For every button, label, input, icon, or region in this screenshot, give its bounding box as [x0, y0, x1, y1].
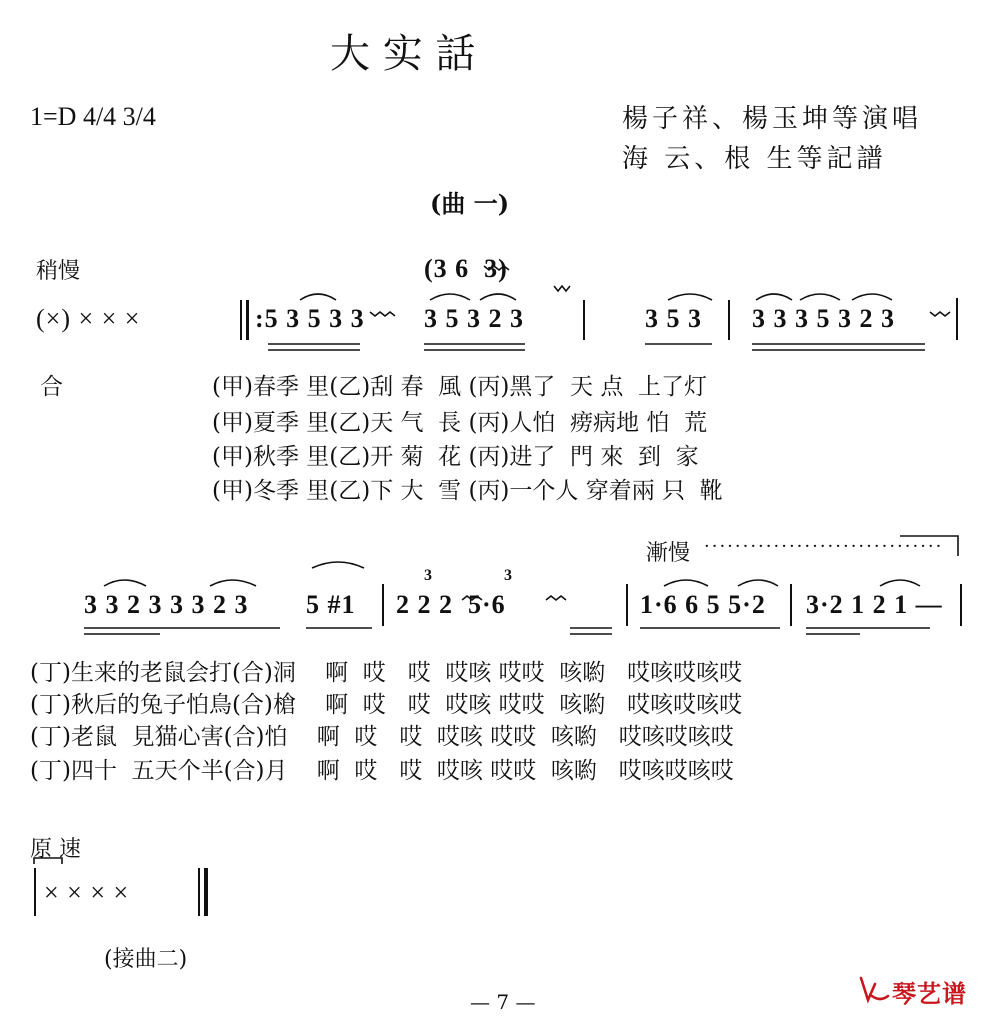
logo-icon — [858, 974, 890, 1004]
svg-text:3: 3 — [424, 567, 432, 584]
notation-measure-4: 3 3 3 5 3 2 3 — [752, 304, 895, 333]
lyric-line-autumn: (甲)秋季 里(乙)开 菊 花 (丙)进了 門 來 到 家 — [212, 444, 699, 470]
notation-measure-9: 3·2 1 2 1 — — [806, 590, 943, 619]
lyric-line-1: (丁)生来的老鼠会打(合)洞 啊 哎 哎 哎咳 哎哎 咳喲 哎咳哎咳哎 — [30, 660, 743, 686]
grace-note-line: (3 6 3) — [424, 254, 508, 283]
chorus-label: 合 — [40, 374, 63, 400]
continuation-note: (接曲二) — [104, 947, 188, 972]
lyric-line-spring: (甲)春季 里(乙)刮 春 風 (丙)黑了 天 点 上了灯 — [212, 374, 707, 400]
notation-measure-1: :5 3 5 3 3 — [255, 304, 365, 333]
notation-measure-5: 3 3 2 3 3 3 2 3 — [84, 590, 249, 619]
lyric-line-summer: (甲)夏季 里(乙)天 气 長 (丙)人怕 痨病地 怕 荒 — [212, 410, 707, 436]
performers-credit: 楊子祥、楊玉坤等演唱 — [622, 104, 923, 134]
page-number: — 7 — — [470, 990, 536, 1014]
qinyipu-logo — [858, 972, 983, 1008]
notation-measure-2: 3 5 3 2 3 — [424, 304, 524, 333]
final-barline-thin — [198, 868, 200, 916]
notation-ending: × × × × — [44, 878, 130, 907]
notation-measure-7: 2 2 2 5·6 — [396, 590, 506, 619]
section-subtitle: (曲 一) — [430, 189, 510, 218]
notation-measure-6: 5 #1 — [306, 590, 356, 619]
page-title: 大 实 話 — [330, 31, 476, 77]
key-signature: 1=D 4/4 3/4 — [30, 102, 156, 131]
ritardando-dots: ······························· — [704, 536, 944, 557]
notation-measure-3: 3 5 3 — [645, 304, 702, 333]
tempo-mark-original: 原 速 — [30, 837, 81, 862]
notation-percussion-intro: (×) × × × — [36, 304, 141, 333]
logo-text: 琴艺谱 — [892, 980, 967, 1008]
lyric-line-2: (丁)秋后的兔子怕鳥(合)槍 啊 哎 哎 哎咳 哎哎 咳喲 哎咳哎咳哎 — [30, 692, 743, 718]
lyric-line-4: (丁)四十 五天个半(合)月 啊 哎 哎 哎咳 哎哎 咳喲 哎咳哎咳哎 — [30, 758, 734, 784]
lyric-line-winter: (甲)冬季 里(乙)下 大 雪 (丙)一个人 穿着兩 只 靴 — [212, 478, 723, 504]
tempo-mark-gradual: 漸慢 — [646, 541, 691, 566]
svg-text:3: 3 — [504, 567, 512, 584]
final-barline-thick — [204, 868, 208, 916]
lyric-line-3: (丁)老鼠 見猫心害(合)怕 啊 哎 哎 哎咳 哎哎 咳喲 哎咳哎咳哎 — [30, 724, 734, 750]
transcribers-credit: 海 云、根 生等記譜 — [622, 144, 887, 174]
barline — [34, 868, 36, 916]
tempo-mark-slow: 稍慢 — [36, 259, 81, 284]
notation-measure-8: 1·6 6 5 5·2 — [640, 590, 766, 619]
